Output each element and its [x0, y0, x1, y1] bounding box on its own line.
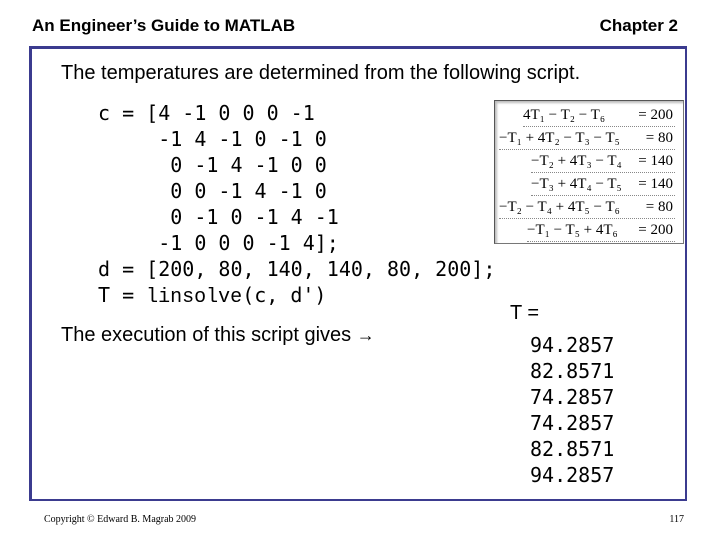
book-title: An Engineer’s Guide to MATLAB — [32, 16, 296, 35]
equation-lhs: −T₃ + 4T₄ − T₅ — [531, 176, 622, 192]
script-line: -1 0 0 0 -1 4]; — [98, 231, 339, 255]
result-values — [530, 332, 614, 488]
result-value: 94.2857 — [530, 463, 615, 487]
script-line: 0 0 -1 4 -1 0 — [98, 179, 327, 203]
equation-row — [531, 151, 675, 173]
execution-text — [61, 324, 375, 347]
chapter-label: Chapter 2 — [599, 16, 678, 35]
equation-rhs: = 140 — [638, 153, 673, 169]
script-line: 0 -1 0 -1 4 -1 — [98, 205, 339, 229]
equation-rhs: = 200 — [638, 107, 673, 123]
equation-lhs: −T₂ + 4T₃ − T₄ — [531, 153, 622, 169]
script-line: c = [4 -1 0 0 0 -1 — [98, 101, 315, 125]
equation-row — [499, 197, 675, 219]
equation-rhs: = 140 — [638, 176, 673, 192]
equation-lhs: −T₂ − T₄ + 4T₅ − T₆ — [499, 199, 620, 215]
linsolve-function: linsolve — [146, 286, 243, 309]
equation-row — [531, 174, 675, 196]
result-label: T = — [510, 302, 540, 324]
result-value: 82.8571 — [530, 437, 615, 461]
right-arrow-icon: → — [356, 325, 375, 345]
equation-lhs: 4T₁ − T₂ − T₆ — [523, 107, 606, 123]
copyright-footer: Copyright © Edward B. Magrab 2009 — [44, 514, 197, 525]
equation-row — [527, 220, 675, 242]
matlab-script — [98, 100, 495, 311]
equation-lhs: −T₁ − T₅ + 4T₆ — [527, 222, 618, 238]
result-value: 82.8571 — [530, 359, 615, 383]
result-value: 94.2857 — [530, 333, 615, 357]
equation-system — [494, 100, 684, 244]
equation-row — [499, 128, 675, 150]
equation-lhs: −T₁ + 4T₂ − T₃ − T₅ — [499, 130, 620, 146]
execution-label: The execution of this script gives — [61, 324, 352, 346]
script-line: 0 -1 4 -1 0 0 — [98, 153, 327, 177]
equation-rhs: = 200 — [638, 222, 673, 238]
equation-rhs: = 80 — [645, 199, 673, 215]
equation-row — [523, 105, 675, 127]
script-line: -1 4 -1 0 -1 0 — [98, 127, 327, 151]
result-value: 74.2857 — [530, 411, 615, 435]
result-value: 74.2857 — [530, 385, 615, 409]
script-line-prefix: T = — [98, 283, 147, 307]
script-line-suffix: (c, d') — [242, 283, 327, 307]
page-number: 117 — [669, 514, 684, 525]
script-line: d = [200, 80, 140, 140, 80, 200]; — [98, 257, 496, 281]
equation-rhs: = 80 — [645, 130, 673, 146]
intro-text: The temperatures are determined from the following script. — [61, 62, 581, 84]
